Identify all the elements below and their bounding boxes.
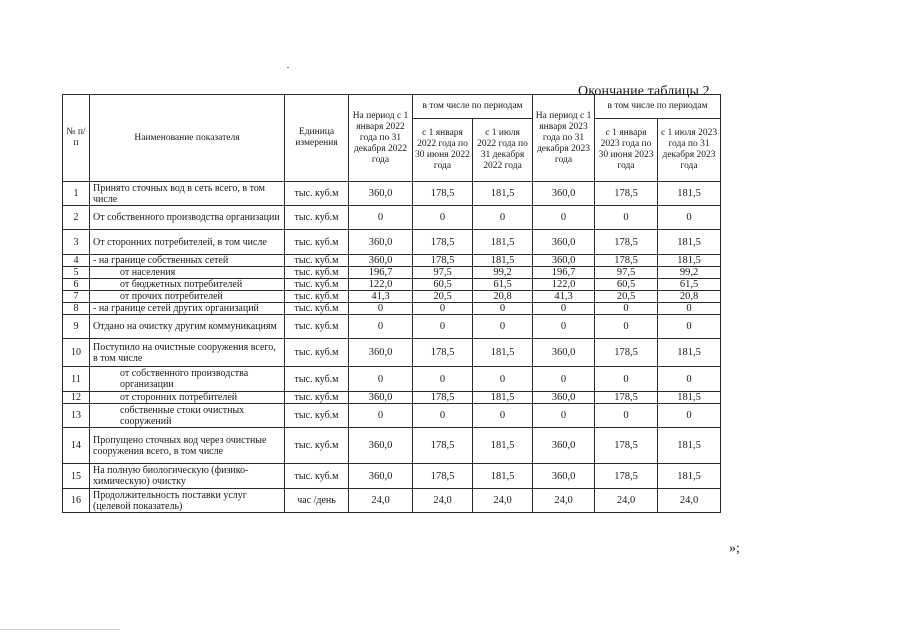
value-cell: 181,5: [473, 464, 533, 489]
row-number: 16: [63, 489, 90, 513]
value-cell: 61,5: [473, 279, 533, 291]
value-cell: 122,0: [349, 279, 413, 291]
table-row: [63, 206, 721, 230]
value-cell: 0: [349, 367, 413, 392]
value-cell: 0: [413, 315, 473, 339]
value-cell: 181,5: [658, 392, 721, 404]
indicator-name: от бюджетных потребителей: [90, 279, 285, 291]
value-cell: 24,0: [349, 489, 413, 513]
row-number: 8: [63, 303, 90, 315]
header-total-2023: На период с 1 января 2023 года по 31 декабря 2023 года: [533, 95, 595, 182]
value-cell: 181,5: [473, 230, 533, 255]
unit: тыс. куб.м: [285, 339, 349, 367]
indicator-name: от сторонних потребителей: [90, 392, 285, 404]
value-cell: 360,0: [349, 428, 413, 464]
unit: тыс. куб.м: [285, 291, 349, 303]
indicator-name: Отдано на очистку другим коммуникациям: [90, 315, 285, 339]
header-num: № п/п: [63, 95, 90, 182]
value-cell: 360,0: [533, 182, 595, 206]
unit: тыс. куб.м: [285, 464, 349, 489]
value-cell: 360,0: [533, 255, 595, 267]
value-cell: 0: [595, 367, 658, 392]
value-cell: 41,3: [349, 291, 413, 303]
value-cell: 178,5: [595, 428, 658, 464]
value-cell: 0: [349, 303, 413, 315]
value-cell: 24,0: [413, 489, 473, 513]
indicator-name: На полную биологическую (физико-химическую) очистку: [90, 464, 285, 489]
indicator-name: собственные стоки очистных сооружений: [90, 404, 285, 428]
value-cell: 97,5: [595, 267, 658, 279]
indicator-name: от собственного производства организации: [90, 367, 285, 392]
value-cell: 178,5: [413, 182, 473, 206]
value-cell: 0: [658, 315, 721, 339]
value-cell: 360,0: [349, 339, 413, 367]
row-number: 10: [63, 339, 90, 367]
value-cell: 360,0: [533, 464, 595, 489]
indicator-name: Продолжительность поставки услуг (целевой показатель): [90, 489, 285, 513]
table-header: [63, 95, 721, 182]
value-cell: 181,5: [658, 339, 721, 367]
value-cell: 181,5: [473, 255, 533, 267]
value-cell: 360,0: [533, 428, 595, 464]
unit: час /день: [285, 489, 349, 513]
value-cell: 0: [533, 315, 595, 339]
value-cell: 181,5: [658, 428, 721, 464]
value-cell: 24,0: [595, 489, 658, 513]
value-cell: 178,5: [595, 392, 658, 404]
table-row: [63, 392, 721, 404]
value-cell: 97,5: [413, 267, 473, 279]
header-h2-2023: с 1 июля 2023 года по 31 декабря 2023 года: [658, 119, 721, 182]
value-cell: 0: [413, 303, 473, 315]
value-cell: 178,5: [413, 428, 473, 464]
value-cell: 178,5: [413, 230, 473, 255]
value-cell: 20,5: [413, 291, 473, 303]
row-number: 13: [63, 404, 90, 428]
row-number: 15: [63, 464, 90, 489]
value-cell: 178,5: [413, 255, 473, 267]
indicator-name: - на границе сетей других организаций: [90, 303, 285, 315]
water-disposal-table: [62, 94, 721, 513]
value-cell: 360,0: [349, 255, 413, 267]
row-number: 6: [63, 279, 90, 291]
indicator-name: от прочих потребителей: [90, 291, 285, 303]
table-body: [63, 182, 721, 513]
value-cell: 178,5: [595, 339, 658, 367]
value-cell: 24,0: [658, 489, 721, 513]
unit: тыс. куб.м: [285, 255, 349, 267]
unit: тыс. куб.м: [285, 182, 349, 206]
value-cell: 360,0: [533, 230, 595, 255]
value-cell: 0: [473, 404, 533, 428]
unit: тыс. куб.м: [285, 367, 349, 392]
indicator-name: Пропущено сточных вод через очистные сооружения всего, в том числе: [90, 428, 285, 464]
value-cell: 61,5: [658, 279, 721, 291]
value-cell: 181,5: [473, 182, 533, 206]
value-cell: 20,8: [473, 291, 533, 303]
value-cell: 24,0: [533, 489, 595, 513]
unit: тыс. куб.м: [285, 279, 349, 291]
table-row: [63, 428, 721, 464]
value-cell: 178,5: [595, 230, 658, 255]
value-cell: 0: [533, 206, 595, 230]
value-cell: 0: [349, 315, 413, 339]
table-row: [63, 404, 721, 428]
unit: тыс. куб.м: [285, 392, 349, 404]
indicator-name: Принято сточных вод в сеть всего, в том числе: [90, 182, 285, 206]
value-cell: 0: [533, 404, 595, 428]
value-cell: 178,5: [413, 392, 473, 404]
scan-speck: [0, 629, 120, 630]
indicator-name: От собственного производства организации: [90, 206, 285, 230]
value-cell: 0: [658, 303, 721, 315]
header-periods-2022: в том числе по периодам: [413, 95, 533, 119]
value-cell: 0: [658, 206, 721, 230]
row-number: 9: [63, 315, 90, 339]
row-number: 12: [63, 392, 90, 404]
value-cell: 360,0: [349, 392, 413, 404]
indicator-name: - на границе собственных сетей: [90, 255, 285, 267]
value-cell: 0: [658, 367, 721, 392]
table-row: [63, 279, 721, 291]
row-number: 3: [63, 230, 90, 255]
value-cell: 99,2: [473, 267, 533, 279]
value-cell: 0: [413, 367, 473, 392]
value-cell: 0: [595, 206, 658, 230]
value-cell: 20,8: [658, 291, 721, 303]
row-number: 14: [63, 428, 90, 464]
value-cell: 0: [473, 303, 533, 315]
table-caption: Окончание таблицы 2: [578, 84, 710, 99]
unit: тыс. куб.м: [285, 206, 349, 230]
table-row: [63, 182, 721, 206]
header-h1-2022: с 1 января 2022 года по 30 июня 2022 года: [413, 119, 473, 182]
value-cell: 60,5: [413, 279, 473, 291]
table-row: [63, 489, 721, 513]
table-row: [63, 291, 721, 303]
value-cell: 20,5: [595, 291, 658, 303]
row-number: 7: [63, 291, 90, 303]
value-cell: 0: [473, 315, 533, 339]
value-cell: 181,5: [473, 339, 533, 367]
table-row: [63, 303, 721, 315]
indicator-name: От сторонних потребителей, в том числе: [90, 230, 285, 255]
value-cell: 178,5: [595, 464, 658, 489]
value-cell: 0: [595, 404, 658, 428]
value-cell: 181,5: [658, 464, 721, 489]
header-h2-2022: с 1 июля 2022 года по 31 декабря 2022 года: [473, 119, 533, 182]
value-cell: 360,0: [349, 182, 413, 206]
value-cell: 360,0: [533, 339, 595, 367]
indicator-name: от населения: [90, 267, 285, 279]
value-cell: 196,7: [349, 267, 413, 279]
value-cell: 41,3: [533, 291, 595, 303]
value-cell: 178,5: [413, 339, 473, 367]
row-number: 2: [63, 206, 90, 230]
end-mark: »;: [729, 541, 740, 556]
value-cell: 360,0: [349, 230, 413, 255]
table-row: [63, 315, 721, 339]
header-total-2022: На период с 1 января 2022 года по 31 декабря 2022 года: [349, 95, 413, 182]
value-cell: 181,5: [473, 392, 533, 404]
indicator-name: Поступило на очистные сооружения всего, в том числе: [90, 339, 285, 367]
header-name: Наименование показателя: [90, 95, 285, 182]
unit: тыс. куб.м: [285, 404, 349, 428]
value-cell: 0: [349, 404, 413, 428]
value-cell: 181,5: [473, 428, 533, 464]
value-cell: 178,5: [595, 255, 658, 267]
value-cell: 0: [533, 367, 595, 392]
value-cell: 181,5: [658, 230, 721, 255]
table-row: [63, 339, 721, 367]
value-cell: 360,0: [533, 392, 595, 404]
table-row: [63, 367, 721, 392]
header-unit: Единица измерения: [285, 95, 349, 182]
value-cell: 0: [349, 206, 413, 230]
unit: тыс. куб.м: [285, 267, 349, 279]
value-cell: 0: [473, 367, 533, 392]
table-row: [63, 464, 721, 489]
unit: тыс. куб.м: [285, 303, 349, 315]
row-number: 1: [63, 182, 90, 206]
value-cell: 181,5: [658, 255, 721, 267]
row-number: 5: [63, 267, 90, 279]
value-cell: 99,2: [658, 267, 721, 279]
value-cell: 122,0: [533, 279, 595, 291]
unit: тыс. куб.м: [285, 230, 349, 255]
value-cell: 196,7: [533, 267, 595, 279]
value-cell: 0: [533, 303, 595, 315]
scan-speck: [287, 67, 289, 68]
value-cell: 24,0: [473, 489, 533, 513]
value-cell: 178,5: [413, 464, 473, 489]
value-cell: 360,0: [349, 464, 413, 489]
unit: тыс. куб.м: [285, 315, 349, 339]
value-cell: 0: [413, 404, 473, 428]
row-number: 11: [63, 367, 90, 392]
table-row: [63, 267, 721, 279]
value-cell: 0: [413, 206, 473, 230]
row-number: 4: [63, 255, 90, 267]
value-cell: 0: [658, 404, 721, 428]
value-cell: 0: [595, 315, 658, 339]
table-row: [63, 255, 721, 267]
value-cell: 0: [473, 206, 533, 230]
value-cell: 60,5: [595, 279, 658, 291]
value-cell: 178,5: [595, 182, 658, 206]
table-row: [63, 230, 721, 255]
value-cell: 0: [595, 303, 658, 315]
unit: тыс. куб.м: [285, 428, 349, 464]
header-h1-2023: с 1 января 2023 года по 30 июня 2023 года: [595, 119, 658, 182]
value-cell: 181,5: [658, 182, 721, 206]
header-periods-2023: в том числе по периодам: [595, 95, 721, 119]
